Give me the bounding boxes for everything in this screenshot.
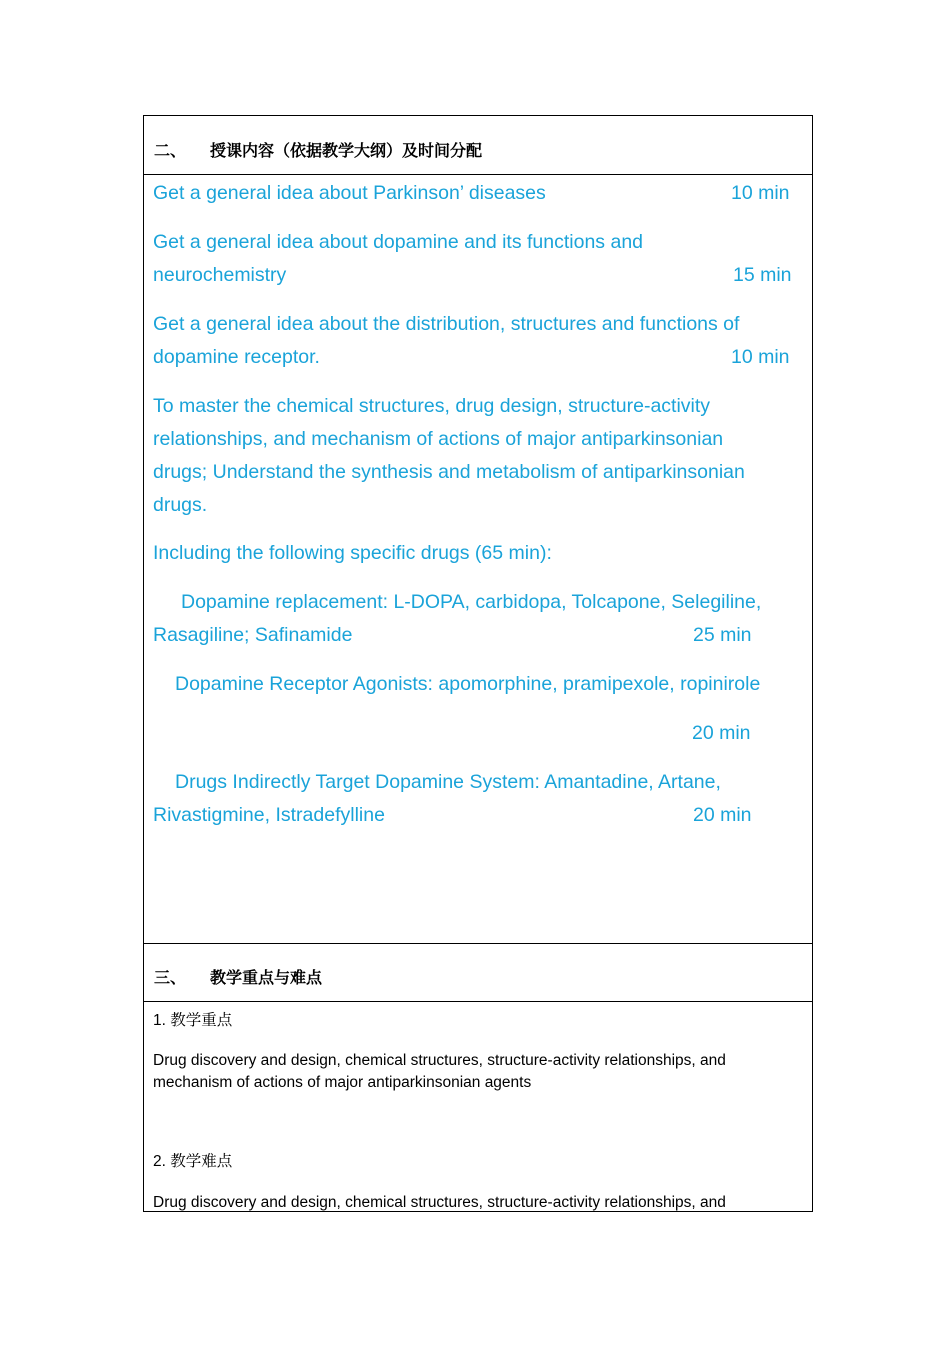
key-points-text: Drug discovery and design, chemical structures, structure-activity relationships, and (153, 1052, 726, 1069)
item-text: dopamine receptor. (153, 346, 320, 368)
master-text: To master the chemical structures, drug design, structure-activity (153, 395, 711, 417)
key-points-text: mechanism of actions of major antiparkinsonian agents (153, 1074, 532, 1091)
item-text: Get a general idea about Parkinson’ diseases (153, 182, 546, 204)
difficult-points-label-text: 2. 教学难点 (153, 1153, 233, 1170)
item-text: Get a general idea about dopamine and its functions and (153, 231, 644, 253)
item-text: Get a general idea about the distribution, structures and functions of (153, 313, 740, 335)
section-3-number: 三、 (154, 970, 187, 987)
section-2-header (144, 116, 812, 175)
item-time: 10 min (731, 182, 790, 204)
key-points-label-text: 1. 教学重点 (153, 1012, 233, 1029)
syllabus-table (143, 115, 813, 1212)
item-text: neurochemistry (153, 264, 287, 286)
section-3-title: 教学重点与难点 (210, 970, 323, 987)
difficult-points-text: Drug discovery and design, chemical structures, structure-activity relationships, and (153, 1194, 726, 1211)
drug-text: Drugs Indirectly Target Dopamine System: Amantadine, Artane, (175, 771, 721, 793)
including-text: Including the following specific drugs (65 min): (153, 542, 552, 564)
drug-text: Rasagiline; Safinamide (153, 624, 353, 646)
section-2-number: 二、 (154, 143, 187, 160)
master-text: drugs; Understand the synthesis and metabolism of antiparkinsonian (153, 461, 745, 483)
section-2-title: 授课内容（依据教学大纲）及时间分配 (210, 143, 483, 160)
drug-text: Dopamine Receptor Agonists: apomorphine, pramipexole, ropinirole (175, 673, 761, 695)
drug-time: 20 min (692, 722, 751, 744)
item-time: 15 min (733, 264, 792, 286)
drug-text: Dopamine replacement: L-DOPA, carbidopa, Tolcapone, Selegiline, (181, 591, 762, 613)
section-3-header (144, 943, 812, 1002)
master-text: relationships, and mechanism of actions of major antiparkinsonian (153, 428, 724, 450)
drug-text: Rivastigmine, Istradefylline (153, 804, 385, 826)
item-time: 10 min (731, 346, 790, 368)
master-text: drugs. (153, 494, 208, 516)
drug-time: 20 min (693, 804, 752, 826)
drug-time: 25 min (693, 624, 752, 646)
